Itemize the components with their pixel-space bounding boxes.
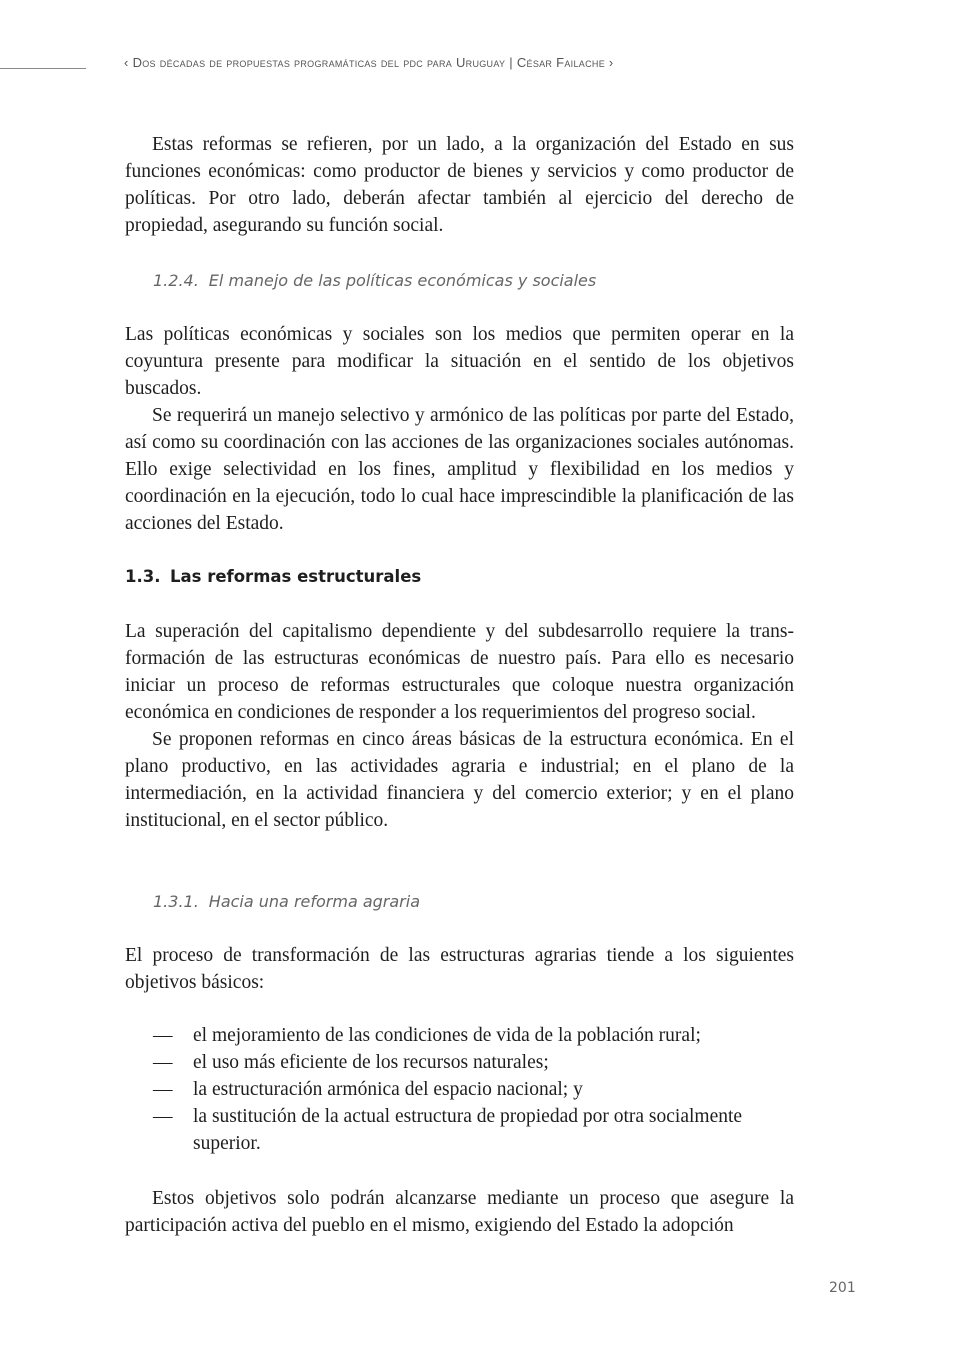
list-item: [125, 1103, 794, 1157]
header-open-mark: ‹: [124, 55, 129, 70]
subsection-number: 1.3.1.: [153, 892, 199, 911]
paragraph: Las políticas económicas y sociales son los medios que permiten operar en la coyuntura presente para modificar la situación en el sentido de los objetivos buscados.: [125, 324, 794, 399]
dash-marker: —: [153, 1106, 173, 1127]
paragraph: Se proponen reformas en cinco áreas básicas de la estructura económica. En el plano productivo, en las actividades agraria e industrial; en el plano de la intermediación, en la actividad financiera y del comercio exterior; y en el plano institucional, en el sector público.: [125, 729, 794, 831]
header-title: Dos décadas de propuestas programáticas del pdc para Uruguay: [132, 55, 506, 70]
list-item-text: la estructuración armónica del espacio nacional; y: [193, 1079, 583, 1100]
list-item-text: el mejoramiento de las condiciones de vida de la población rural;: [193, 1025, 701, 1046]
header-close-mark: ›: [608, 55, 614, 70]
closing-paragraph: Estos objetivos solo podrán alcanzarse mediante un proceso que asegure la participación activa del pueblo en el mismo, exigiendo del Estado la adopción: [125, 1188, 794, 1236]
page-number: 201: [829, 1280, 856, 1296]
list-item-text: el uso más eficiente de los recursos naturales;: [193, 1052, 549, 1073]
subsection-1-2-4-body: [125, 321, 794, 537]
closing-block: [125, 1185, 794, 1239]
section-title: Las reformas estructurales: [170, 567, 422, 586]
section-1-3-body: [125, 618, 794, 834]
dash-marker: —: [153, 1025, 173, 1046]
intro-block: [125, 131, 794, 239]
paragraph: La superación del capitalismo dependiente y del subdesarrollo requiere la transformación de las estructuras económicas de nuestro país. Para ello es necesario iniciar un proceso de reformas estructurales que coloque nuestra organización económica en condiciones de responder a los requerimientos del progreso social.: [125, 621, 794, 723]
list-item: [125, 1076, 794, 1103]
subsection-number: 1.2.4.: [153, 271, 199, 290]
section-number: 1.3.: [125, 567, 161, 586]
header-separator: |: [509, 55, 513, 70]
list-item-text: la sustitución de la actual estructura de propiedad por otra socialmente superior.: [193, 1106, 743, 1154]
dash-marker: —: [153, 1052, 173, 1073]
header-author: César Failache: [516, 55, 605, 70]
list-item: [125, 1049, 794, 1076]
objectives-list: [125, 1022, 794, 1157]
subsection-1-3-1-intro: [125, 942, 794, 996]
running-header: [124, 55, 614, 70]
paragraph: El proceso de transformación de las estructuras agrarias tiende a los siguientes objetivos básicos:: [125, 945, 794, 993]
header-rule: [0, 68, 86, 69]
subsection-title: El manejo de las políticas económicas y sociales: [208, 271, 597, 290]
subsection-heading-1-2-4: [153, 271, 596, 290]
paragraph: Se requerirá un manejo selectivo y armónico de las políticas por parte del Estado, así como su coordinación con las acciones de las organizaciones sociales autónomas. Ello exige selectividad en los fines, amplitud y flexibilidad en los medios y coordinación en la ejecución, todo lo cual hace imprescindible la planificación de las acciones del Estado.: [125, 405, 794, 534]
intro-paragraph: Estas reformas se refieren, por un lado, a la organización del Estado en sus funciones económicas: como productor de bienes y servicios y como productor de políticas. Por otro lado, deberán afectar también al ejercicio del derecho de propiedad, asegurando su función social.: [125, 134, 794, 236]
dash-marker: —: [153, 1079, 173, 1100]
list-item: [125, 1022, 794, 1049]
subsection-title: Hacia una reforma agraria: [208, 892, 421, 911]
section-heading-1-3: [125, 567, 421, 586]
subsection-heading-1-3-1: [153, 892, 420, 911]
